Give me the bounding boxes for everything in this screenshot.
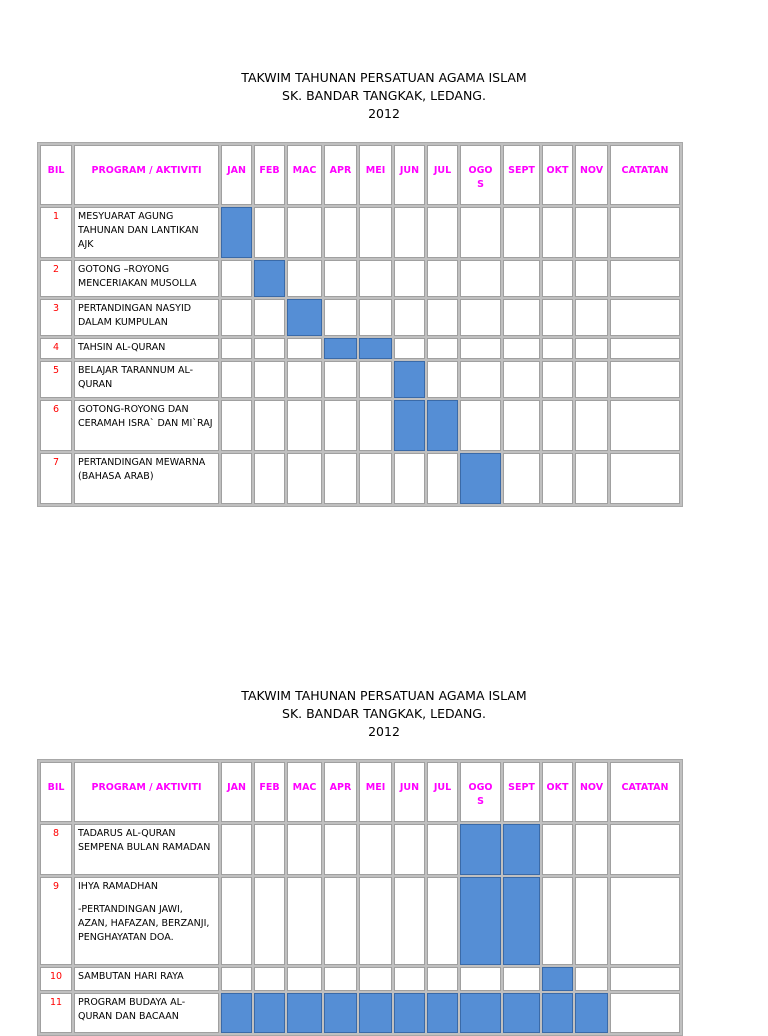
scheduled-month-cell [427, 400, 458, 451]
month-cell [503, 400, 540, 451]
scheduled-month-cell [460, 453, 501, 504]
calendar-table-2 [37, 759, 683, 1036]
program-cell [74, 877, 219, 965]
scheduled-month-cell [460, 877, 501, 965]
bil-cell: 9 [40, 877, 72, 965]
bil-cell: 7 [40, 453, 72, 504]
month-cell [394, 207, 425, 258]
column-header: JAN [221, 145, 252, 205]
column-header: JUN [394, 762, 425, 822]
month-cell [427, 877, 458, 965]
column-header: JUN [394, 145, 425, 205]
scheduled-month-cell [503, 824, 540, 875]
month-cell [221, 967, 252, 991]
header-row [40, 762, 680, 822]
scheduled-month-cell [575, 993, 608, 1033]
scheduled-month-cell [359, 993, 392, 1033]
column-header: JAN [221, 762, 252, 822]
title-line: TAKWIM TAHUNAN PERSATUAN AGAMA ISLAM [241, 70, 527, 85]
month-cell [221, 361, 252, 398]
month-cell [427, 453, 458, 504]
month-cell [575, 260, 608, 297]
program-text: SAMBUTAN HARI RAYA [78, 971, 184, 982]
month-cell [254, 207, 285, 258]
month-cell [427, 361, 458, 398]
month-cell [221, 400, 252, 451]
month-cell [575, 338, 608, 359]
column-header: JUL [427, 762, 458, 822]
column-header: OKT [542, 145, 573, 205]
month-cell [254, 453, 285, 504]
month-cell [221, 299, 252, 336]
bil-cell: 2 [40, 260, 72, 297]
month-cell [427, 967, 458, 991]
month-cell [542, 400, 573, 451]
month-cell [359, 299, 392, 336]
month-cell [287, 338, 322, 359]
month-cell [542, 361, 573, 398]
table-row [40, 361, 680, 398]
month-cell [359, 967, 392, 991]
month-cell [324, 967, 357, 991]
month-cell [427, 299, 458, 336]
month-cell [503, 361, 540, 398]
program-text: MESYUARAT AGUNG TAHUNAN DAN LANTIKAN AJK [78, 211, 199, 250]
column-header: MAC [287, 145, 322, 205]
scheduled-month-cell [394, 361, 425, 398]
bil-cell: 4 [40, 338, 72, 359]
month-cell [542, 260, 573, 297]
month-cell [460, 299, 501, 336]
month-cell [503, 207, 540, 258]
catatan-cell [610, 260, 680, 297]
month-cell [359, 400, 392, 451]
column-header: CATATAN [610, 762, 680, 822]
column-header: CATATAN [610, 145, 680, 205]
program-text: TADARUS AL-QURAN SEMPENA BULAN RAMADAN [78, 828, 211, 853]
month-cell [503, 453, 540, 504]
column-header: APR [324, 762, 357, 822]
bil-cell: 6 [40, 400, 72, 451]
month-cell [254, 361, 285, 398]
program-text: BELAJAR TARANNUM AL-QURAN [78, 365, 193, 390]
table-row [40, 877, 680, 965]
column-header: OGO S [460, 762, 501, 822]
month-cell [503, 260, 540, 297]
column-header: BIL [40, 145, 72, 205]
program-cell [74, 338, 219, 359]
bil-cell: 3 [40, 299, 72, 336]
month-cell [221, 877, 252, 965]
month-cell [254, 299, 285, 336]
scheduled-month-cell [460, 824, 501, 875]
month-cell [394, 299, 425, 336]
table-row [40, 400, 680, 451]
scheduled-month-cell [221, 993, 252, 1033]
catatan-cell [610, 207, 680, 258]
month-cell [254, 967, 285, 991]
month-cell [287, 453, 322, 504]
month-cell [324, 877, 357, 965]
month-cell [287, 361, 322, 398]
catatan-cell [610, 338, 680, 359]
title-line: SK. BANDAR TANGKAK, LEDANG. [282, 88, 486, 103]
month-cell [427, 824, 458, 875]
scheduled-month-cell [287, 993, 322, 1033]
month-cell [324, 260, 357, 297]
month-cell [575, 207, 608, 258]
program-cell [74, 967, 219, 991]
month-cell [254, 877, 285, 965]
month-cell [221, 338, 252, 359]
scheduled-month-cell [394, 400, 425, 451]
month-cell [394, 453, 425, 504]
program-cell [74, 400, 219, 451]
month-cell [460, 207, 501, 258]
month-cell [221, 260, 252, 297]
month-cell [460, 967, 501, 991]
month-cell [287, 967, 322, 991]
month-cell [324, 824, 357, 875]
program-text: TAHSIN AL-QURAN [78, 342, 166, 353]
scheduled-month-cell [394, 993, 425, 1033]
calendar-table-1 [37, 142, 683, 507]
program-cell [74, 361, 219, 398]
program-text: PERTANDINGAN MEWARNA (BAHASA ARAB) [78, 457, 206, 482]
scheduled-month-cell [460, 993, 501, 1033]
catatan-cell [610, 400, 680, 451]
catatan-cell [610, 453, 680, 504]
scheduled-month-cell [221, 207, 252, 258]
table-row [40, 260, 680, 297]
month-cell [575, 967, 608, 991]
scheduled-month-cell [324, 993, 357, 1033]
catatan-cell [610, 299, 680, 336]
program-cell [74, 207, 219, 258]
month-cell [542, 299, 573, 336]
month-cell [221, 824, 252, 875]
table-row [40, 993, 680, 1033]
bil-cell: 1 [40, 207, 72, 258]
month-cell [359, 877, 392, 965]
scheduled-month-cell [254, 260, 285, 297]
table-row [40, 207, 680, 258]
scheduled-month-cell [503, 877, 540, 965]
catatan-cell [610, 877, 680, 965]
column-header: SEPT [503, 762, 540, 822]
table-row [40, 967, 680, 991]
scheduled-month-cell [503, 993, 540, 1033]
month-cell [460, 260, 501, 297]
column-header: FEB [254, 145, 285, 205]
month-cell [575, 400, 608, 451]
month-cell [460, 400, 501, 451]
catatan-cell [610, 824, 680, 875]
bil-cell: 8 [40, 824, 72, 875]
column-header: OKT [542, 762, 573, 822]
scheduled-month-cell [287, 299, 322, 336]
month-cell [575, 453, 608, 504]
program-cell [74, 299, 219, 336]
month-cell [427, 260, 458, 297]
month-cell [359, 824, 392, 875]
month-cell [324, 453, 357, 504]
scheduled-month-cell [254, 993, 285, 1033]
program-text: GOTONG –ROYONG MENCERIAKAN MUSOLLA [78, 264, 197, 289]
month-cell [394, 260, 425, 297]
column-header: OGO S [460, 145, 501, 205]
column-header: SEPT [503, 145, 540, 205]
month-cell [542, 207, 573, 258]
title-line: TAKWIM TAHUNAN PERSATUAN AGAMA ISLAM [241, 688, 527, 703]
header-row [40, 145, 680, 205]
table-row [40, 299, 680, 336]
month-cell [542, 453, 573, 504]
month-cell [575, 824, 608, 875]
month-cell [287, 877, 322, 965]
program-cell [74, 993, 219, 1033]
month-cell [394, 877, 425, 965]
bil-cell: 5 [40, 361, 72, 398]
section-1-title [0, 69, 768, 123]
column-header: MEI [359, 145, 392, 205]
program-cell [74, 824, 219, 875]
column-header: APR [324, 145, 357, 205]
month-cell [503, 967, 540, 991]
month-cell [221, 453, 252, 504]
month-cell [324, 207, 357, 258]
program-text: -PERTANDINGAN JAWI, AZAN, HAFAZAN, BERZANJI, PENGHAYATAN DOA. [78, 904, 210, 943]
title-line: 2012 [368, 106, 400, 121]
month-cell [359, 453, 392, 504]
program-text: GOTONG-ROYONG DAN CERAMAH ISRA` DAN MI`RAJ [78, 404, 213, 429]
month-cell [575, 361, 608, 398]
month-cell [427, 207, 458, 258]
month-cell [287, 824, 322, 875]
month-cell [324, 400, 357, 451]
column-header: PROGRAM / AKTIVITI [74, 145, 219, 205]
column-header: NOV [575, 145, 608, 205]
catatan-cell [610, 967, 680, 991]
section-2-title [0, 687, 768, 741]
bil-cell: 10 [40, 967, 72, 991]
column-header: MEI [359, 762, 392, 822]
month-cell [394, 967, 425, 991]
scheduled-month-cell [427, 993, 458, 1033]
month-cell [287, 400, 322, 451]
month-cell [254, 824, 285, 875]
month-cell [287, 260, 322, 297]
scheduled-month-cell [359, 338, 392, 359]
scheduled-month-cell [542, 993, 573, 1033]
program-text: PERTANDINGAN NASYID DALAM KUMPULAN [78, 303, 192, 328]
column-header: BIL [40, 762, 72, 822]
month-cell [460, 338, 501, 359]
month-cell [575, 299, 608, 336]
month-cell [359, 361, 392, 398]
scheduled-month-cell [542, 967, 573, 991]
bil-cell: 11 [40, 993, 72, 1033]
month-cell [359, 260, 392, 297]
month-cell [287, 207, 322, 258]
program-cell [74, 260, 219, 297]
month-cell [324, 299, 357, 336]
column-header: NOV [575, 762, 608, 822]
month-cell [254, 338, 285, 359]
table-row [40, 338, 680, 359]
month-cell [254, 400, 285, 451]
month-cell [542, 877, 573, 965]
month-cell [503, 299, 540, 336]
program-text: PROGRAM BUDAYA AL-QURAN DAN BACAAN [78, 997, 186, 1022]
catatan-cell [610, 361, 680, 398]
column-header: PROGRAM / AKTIVITI [74, 762, 219, 822]
column-header: JUL [427, 145, 458, 205]
column-header: MAC [287, 762, 322, 822]
month-cell [542, 824, 573, 875]
table-row [40, 824, 680, 875]
column-header: FEB [254, 762, 285, 822]
title-line: 2012 [368, 724, 400, 739]
month-cell [359, 207, 392, 258]
month-cell [503, 338, 540, 359]
month-cell [575, 877, 608, 965]
catatan-cell [610, 993, 680, 1033]
program-text: IHYA RAMADHAN [78, 881, 159, 892]
table-row [40, 453, 680, 504]
program-cell [74, 453, 219, 504]
month-cell [324, 361, 357, 398]
title-line: SK. BANDAR TANGKAK, LEDANG. [282, 706, 486, 721]
month-cell [542, 338, 573, 359]
month-cell [460, 361, 501, 398]
month-cell [394, 824, 425, 875]
scheduled-month-cell [324, 338, 357, 359]
month-cell [394, 338, 425, 359]
month-cell [427, 338, 458, 359]
